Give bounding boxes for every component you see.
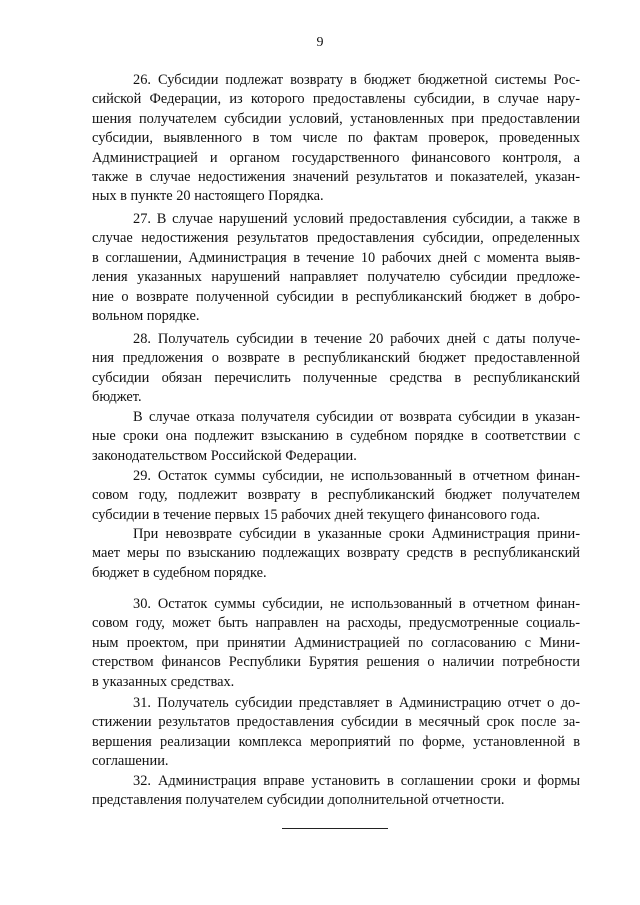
text-line: также в случае недостижения значений результатов и показателей, указан-: [92, 168, 580, 185]
text-line: субсидии в течение первых 15 рабочих дней текущего финансового года.: [92, 506, 541, 523]
text-line: в указанных средствах.: [92, 673, 235, 690]
text-line: бюджет в судебном порядке.: [92, 564, 267, 581]
text-line: 28. Получатель субсидии в течение 20 рабочих дней с даты получе-: [133, 331, 580, 347]
text-line: ления указанных нарушений направляет получателю субсидии предложе-: [92, 269, 580, 286]
text-line: в соглашении, Администрация в течение 10 рабочих дней с момента выяв-: [92, 249, 580, 266]
text-line: случае недостижения результатов предоставления субсидии, определенных: [92, 230, 580, 247]
text-line: При невозврате субсидии в указанные сроки Администрация прини-: [133, 526, 580, 542]
text-line: представления получателем субсидии дополнительной отчетности.: [92, 792, 505, 809]
text-line: бюджет.: [92, 389, 142, 406]
text-line: 30. Остаток суммы субсидии, не использованный в отчетном финан-: [133, 596, 580, 612]
text-line: 29. Остаток суммы субсидии, не использованный в отчетном финан-: [133, 468, 580, 484]
paragraph-30: [92, 595, 580, 692]
text-line: ния предложения о возврате в республиканский бюджет предоставленной: [92, 350, 580, 367]
text-line: Администрацией и органом государственного финансового контроля, а: [92, 149, 580, 166]
text-line: ных в пункте 20 настоящего Порядка.: [92, 188, 324, 205]
page-number: 9: [316, 35, 324, 50]
text-line: законодательством Российской Федерации.: [92, 447, 357, 464]
paragraph-28: [92, 330, 580, 408]
text-line: ные сроки она подлежит взысканию в судебном порядке в соответствии с: [92, 428, 580, 445]
text-line: стерством финансов Республики Бурятия решения о наличии потребности: [92, 654, 580, 671]
paragraph-27: [92, 210, 580, 326]
paragraph-29: [92, 467, 580, 525]
text-line: мает меры по взысканию подлежащих возврату средств в республиканский: [92, 545, 580, 562]
paragraph-28-continued: [92, 408, 580, 466]
text-line: совом году, может быть направлен на расходы, предусмотренные социаль-: [92, 615, 580, 632]
text-line: субсидии, выявленного в том числе по фактам проверок, проведенных: [92, 130, 580, 147]
text-line: вершения реализации комплекса мероприятий по форме, установленной в: [92, 733, 580, 750]
text-line: шения получателем субсидии условий, установленных при предоставлении: [92, 110, 580, 127]
text-line: вольном порядке.: [92, 307, 200, 324]
text-line: 32. Администрация вправе установить в соглашении сроки и формы: [133, 773, 580, 789]
text-line: 31. Получатель субсидии представляет в Администрацию отчет о до-: [133, 695, 580, 711]
end-of-text-rule: [282, 828, 388, 829]
paragraph-32: [92, 772, 580, 811]
text-line: стижении результатов предоставления субсидии в месячный срок после за-: [92, 714, 580, 731]
paragraph-26: [92, 71, 580, 207]
text-line: сийской Федерации, из которого предоставлены субсидии, в случае нару-: [92, 91, 580, 108]
text-line: ным проектом, при принятии Администрацией по согласованию с Мини-: [92, 634, 580, 651]
text-line: В случае отказа получателя субсидии от возврата субсидии в указан-: [133, 409, 580, 425]
text-line: субсидии обязан перечислить полученные средства в республиканский: [92, 369, 580, 386]
text-line: 27. В случае нарушений условий предоставления субсидии, а также в: [133, 211, 580, 227]
paragraph-29-continued: [92, 525, 580, 583]
paragraph-31: [92, 694, 580, 772]
text-line: ние о возврате полученной субсидии в республиканский бюджет в добро-: [92, 288, 580, 305]
text-line: совом году, подлежит возврату в республиканский бюджет получателем: [92, 487, 580, 504]
text-line: соглашении.: [92, 753, 169, 770]
text-line: 26. Субсидии подлежат возврату в бюджет бюджетной системы Рос-: [133, 72, 580, 88]
